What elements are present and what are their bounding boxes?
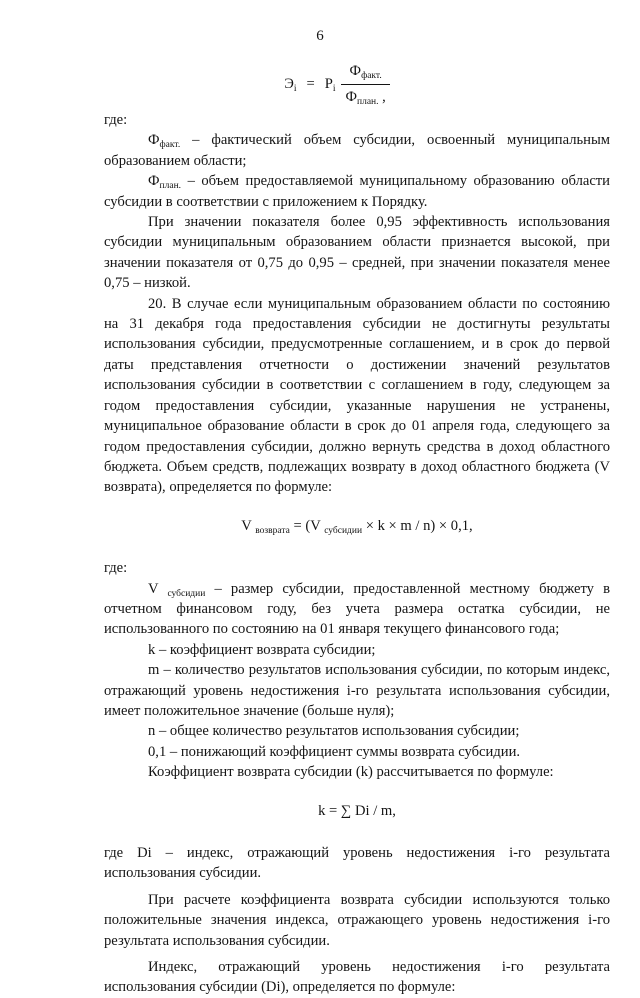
page-number: 6 [316,28,324,44]
paragraph-index-intro: Индекс, отражающий уровень недостижения i-го результата использования субсидии (Di), определяется по формуле: [104,959,610,996]
formula-return-volume: V $_{возврата}$ = (V $_{субсидии}$ × k × m / n) × 0,1, [241,517,473,536]
document-body [104,60,610,998]
formula-efficiency-fraction [341,61,389,107]
fraction-denominator: $Ф_{план.}$ , [345,88,386,107]
paragraph-di: где Di – индекс, отражающий уровень недостижения i-го результата использования субсидии. [104,845,610,882]
spacer [104,821,610,843]
paragraph-efficiency: При значении показателя более 0,95 эффективность использования субсидии муниципальным образованием области признается высокой, при значении показателя от 0,75 до 0,95 – средней, при значении показателя менее 0,75 – низкой. [104,214,610,292]
paragraph-calculation: При расчете коэффициента возврата субсидии используются только положительные значения индекса, отражающего уровень недостижения i-го результата использования субсидии. [104,891,610,949]
formula-efficiency-lhs: $Э_i$ [284,75,297,94]
formula-return-coefficient: k = ∑ Di / m, [318,802,396,819]
definition-v-subsidy: V $_{субсидии}$ – размер субсидии, предоставленной местному бюджету в отчетном финансовом году, без учета размера остатка субсидии, не использованного по состоянию на 01 января текущего финансового года; [104,580,610,638]
definition-fakt: $Ф_{факт.}$ – фактический объем субсидии, освоенный муниципальным образованием области; [104,132,610,169]
definition-plan: $Ф_{план.}$ – объем предоставляемой муниципальному образованию области субсидии в соответствии с приложением к Порядку. [104,173,610,210]
formula-efficiency-eq: = [306,75,315,92]
fraction-numerator: $Ф_{факт.}$ [349,63,382,82]
definition-0-1: 0,1 – понижающий коэффициент суммы возврата субсидии. [148,743,521,760]
where-label-1: где: [104,112,128,128]
where-label-2: где: [104,560,128,577]
definition-k: k – коэффициент возврата субсидии; [148,641,376,658]
spacer [104,783,610,801]
spacer [104,536,610,558]
paragraph-20: 20. В случае если муниципальным образованием области по состоянию на 31 декабря года предоставления субсидии не достигнуты результаты использования субсидии, предусмотренные соглашением, и в срок до первой даты представления отчетности о достижении значений результатов использования субсидии в соответствии с соглашением в году, следующем за годом предоставления субсидии, указанные нарушения не устранены, муниципальное образование области в срок до 01 апреля года, следующего за годом предоставления субсидии, должно вернуть средства в доход областного бюджета. Объем средств, подлежащих возврату в доход областного бюджета (V возврата), определяется по формуле: [104,295,610,496]
definition-n: n – общее количество результатов использования субсидии; [148,723,520,740]
spacer [104,498,610,516]
formula-efficiency-p: $P_i$ [324,75,336,94]
definition-m: m – количество результатов использования субсидии, по которым индекс, отражающий уровень недостижения i-го результата использования субсидии, имеет положительное значение (больше нуля); [104,662,610,719]
paragraph-k-formula-intro: Коэффициент возврата субсидии (k) рассчитывается по формуле: [148,764,554,781]
formula-efficiency [104,60,610,108]
